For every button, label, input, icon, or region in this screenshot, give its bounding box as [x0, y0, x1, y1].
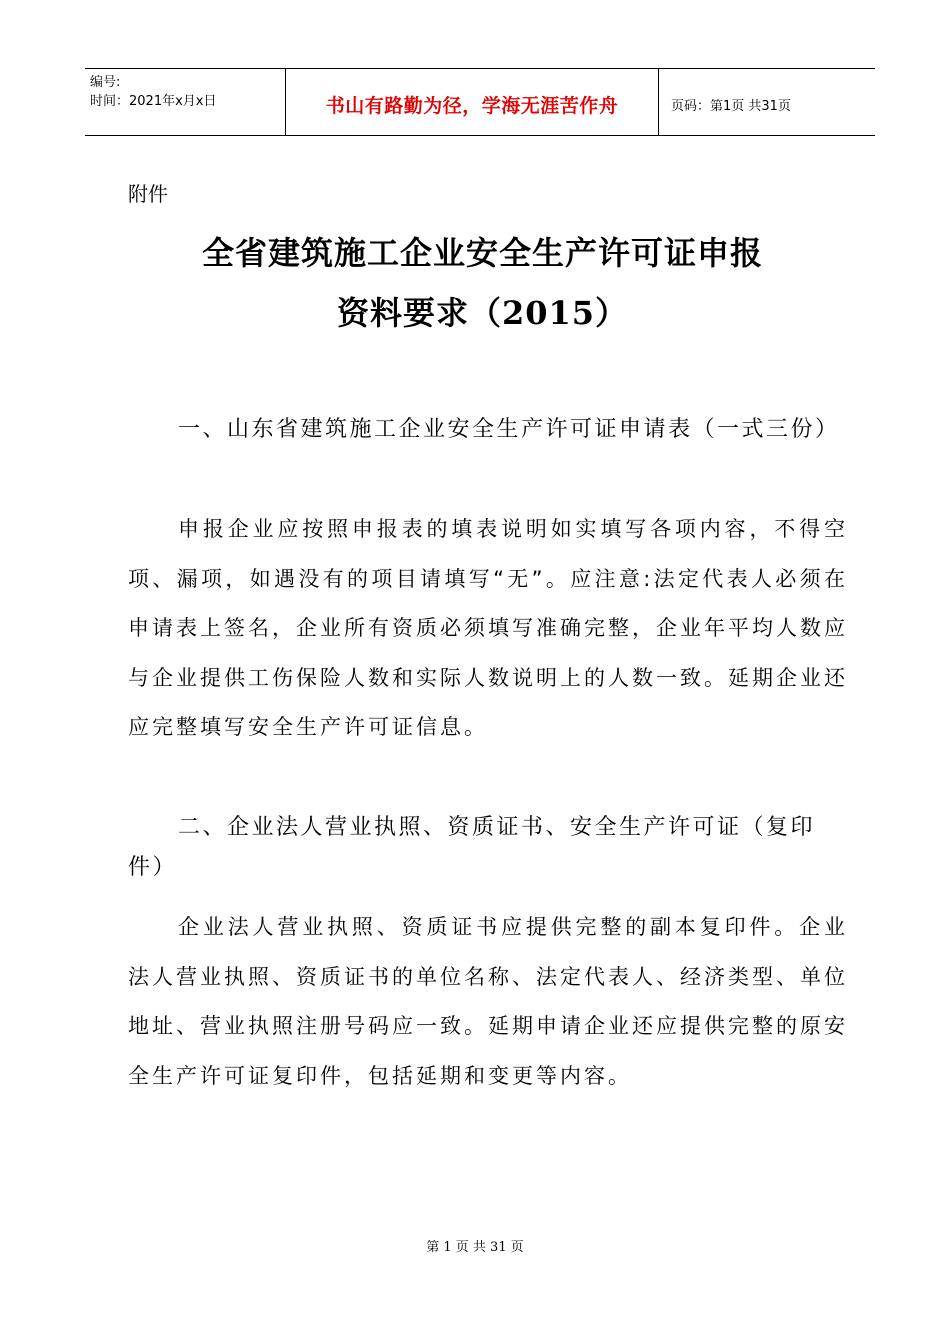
document-number-label: 编号:	[90, 75, 121, 90]
header-motto-cell	[286, 69, 659, 135]
document-title-line-2: 资料要求（2015）	[336, 294, 629, 332]
document-time-label: 时间：2021年x月x日	[90, 94, 217, 109]
section-2-body: 企业法人营业执照、资质证书应提供完整的副本复印件。企业法人营业执照、资质证书的单位名称、法定代表人、经济类型、单位地址、营业执照注册号码应一致。延期申请企业还应提供完整的原安全生产许可证复印件，包括延期和变更等内容。	[128, 915, 848, 1088]
section-1-body: 申报企业应按照申报表的填表说明如实填写各项内容，不得空项、漏项，如遇没有的项目请填写“无”。应注意:法定代表人必须在申请表上签名，企业所有资质必须填写准确完整，企业年平均人数应与企业提供工伤保险人数和实际人数说明上的人数一致。延期企业还应完整填写安全生产许可证信息。	[128, 517, 848, 739]
header-page-number: 页码：第1页 共31页	[671, 98, 791, 114]
page-header-table	[85, 68, 875, 136]
header-left-cell	[85, 69, 286, 135]
header-motto: 书山有路勤为径，学海无涯苦作舟	[325, 94, 619, 117]
attachment-label: 附件	[128, 182, 168, 206]
page-footer: 第 1 页 共 31 页	[426, 1240, 524, 1255]
section-2-heading: 二、企业法人营业执照、资质证书、安全生产许可证（复印件）	[128, 815, 816, 880]
document-title-line-1: 全省建筑施工企业安全生产许可证申报	[201, 234, 763, 272]
header-page-cell	[659, 69, 875, 135]
section-1-heading: 一、山东省建筑施工企业安全生产许可证申请表（一式三份）	[178, 417, 840, 442]
